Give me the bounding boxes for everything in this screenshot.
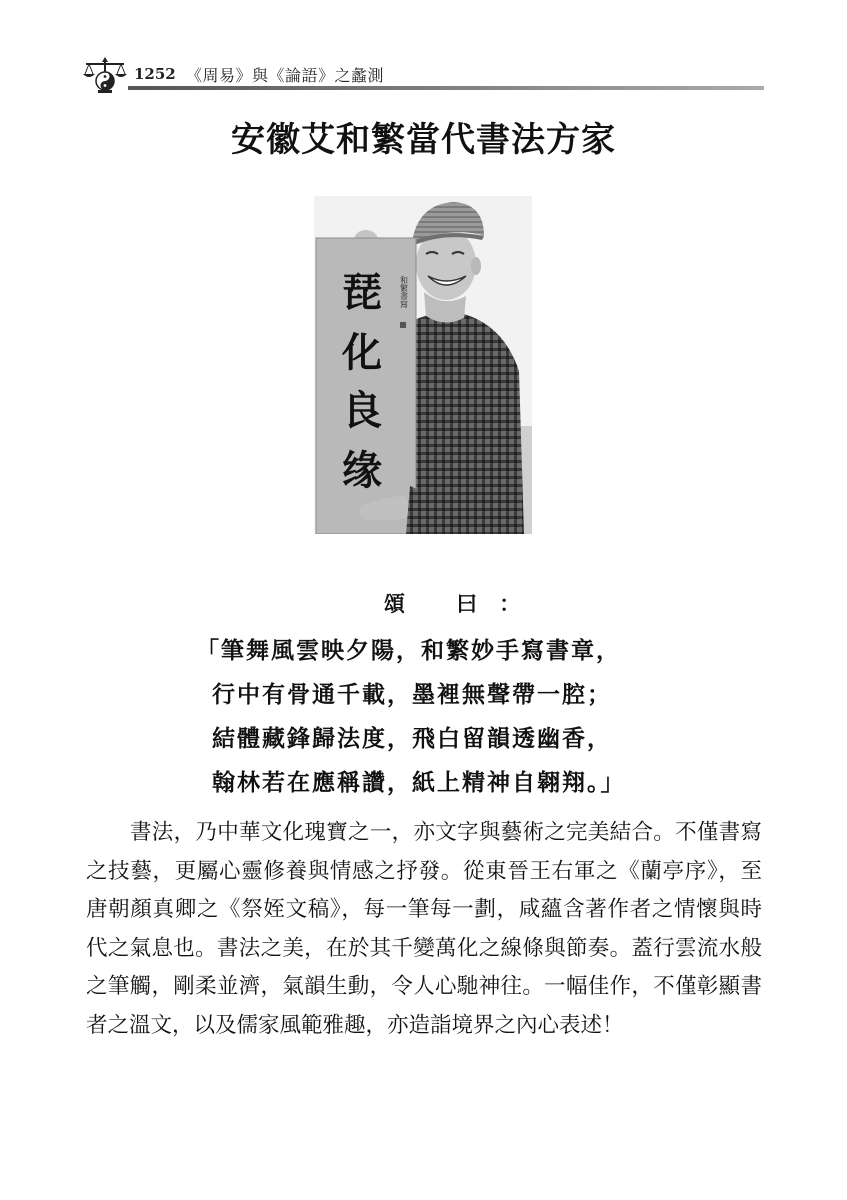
page-number: 1252 [134, 65, 176, 83]
calligrapher-photo [314, 196, 532, 534]
poem-line: 翰林若在應稱讚，紙上精神自翱翔。」 [212, 769, 626, 796]
body-paragraph [86, 814, 762, 1045]
scroll-char: 良 [342, 387, 382, 434]
poem-line: 行中有骨通千載，墨裡無聲帶一腔； [212, 681, 612, 708]
paragraph-text: 書法，乃中華文化瑰寶之一，亦文字與藝術之完美結合。不僅書寫之技藝，更屬心靈修養與情感之抒發。從東晉王右軍之《蘭亭序》，至唐朝顏真卿之《祭姪文稿》，每一筆每一劃，咸蘊含著作者之情懷與時代之氣息也。書法之美，在於其千變萬化之線條與節奏。蓋行雲流水般之筆觸，剛柔並濟，氣韻生動，令人心馳神往。一幅佳作，不僅彰顯書者之溫文，以及儒家風範雅趣，亦造詣境界之內心表述！ [86, 820, 762, 1038]
running-title: 《周易》與《論語》之蠡測 [186, 66, 385, 85]
scroll-signature: 和繁書寫 [399, 276, 409, 308]
poem-line: 「筆舞風雲映夕陽，和繁妙手寫書章， [196, 637, 621, 664]
scroll-char: 琵 [342, 269, 382, 316]
poem-heading: 頌 曰： [384, 591, 543, 616]
poem-line: 結體藏鋒歸法度，飛白留韻透幽香， [212, 725, 612, 752]
page-title: 安徽艾和繁當代書法方家 [231, 120, 616, 160]
yin-yang-scales-icon [82, 56, 128, 94]
page-header [82, 56, 762, 96]
header-rule [128, 86, 764, 90]
scroll-char: 化 [342, 329, 382, 376]
scroll-char: 缘 [342, 447, 382, 494]
